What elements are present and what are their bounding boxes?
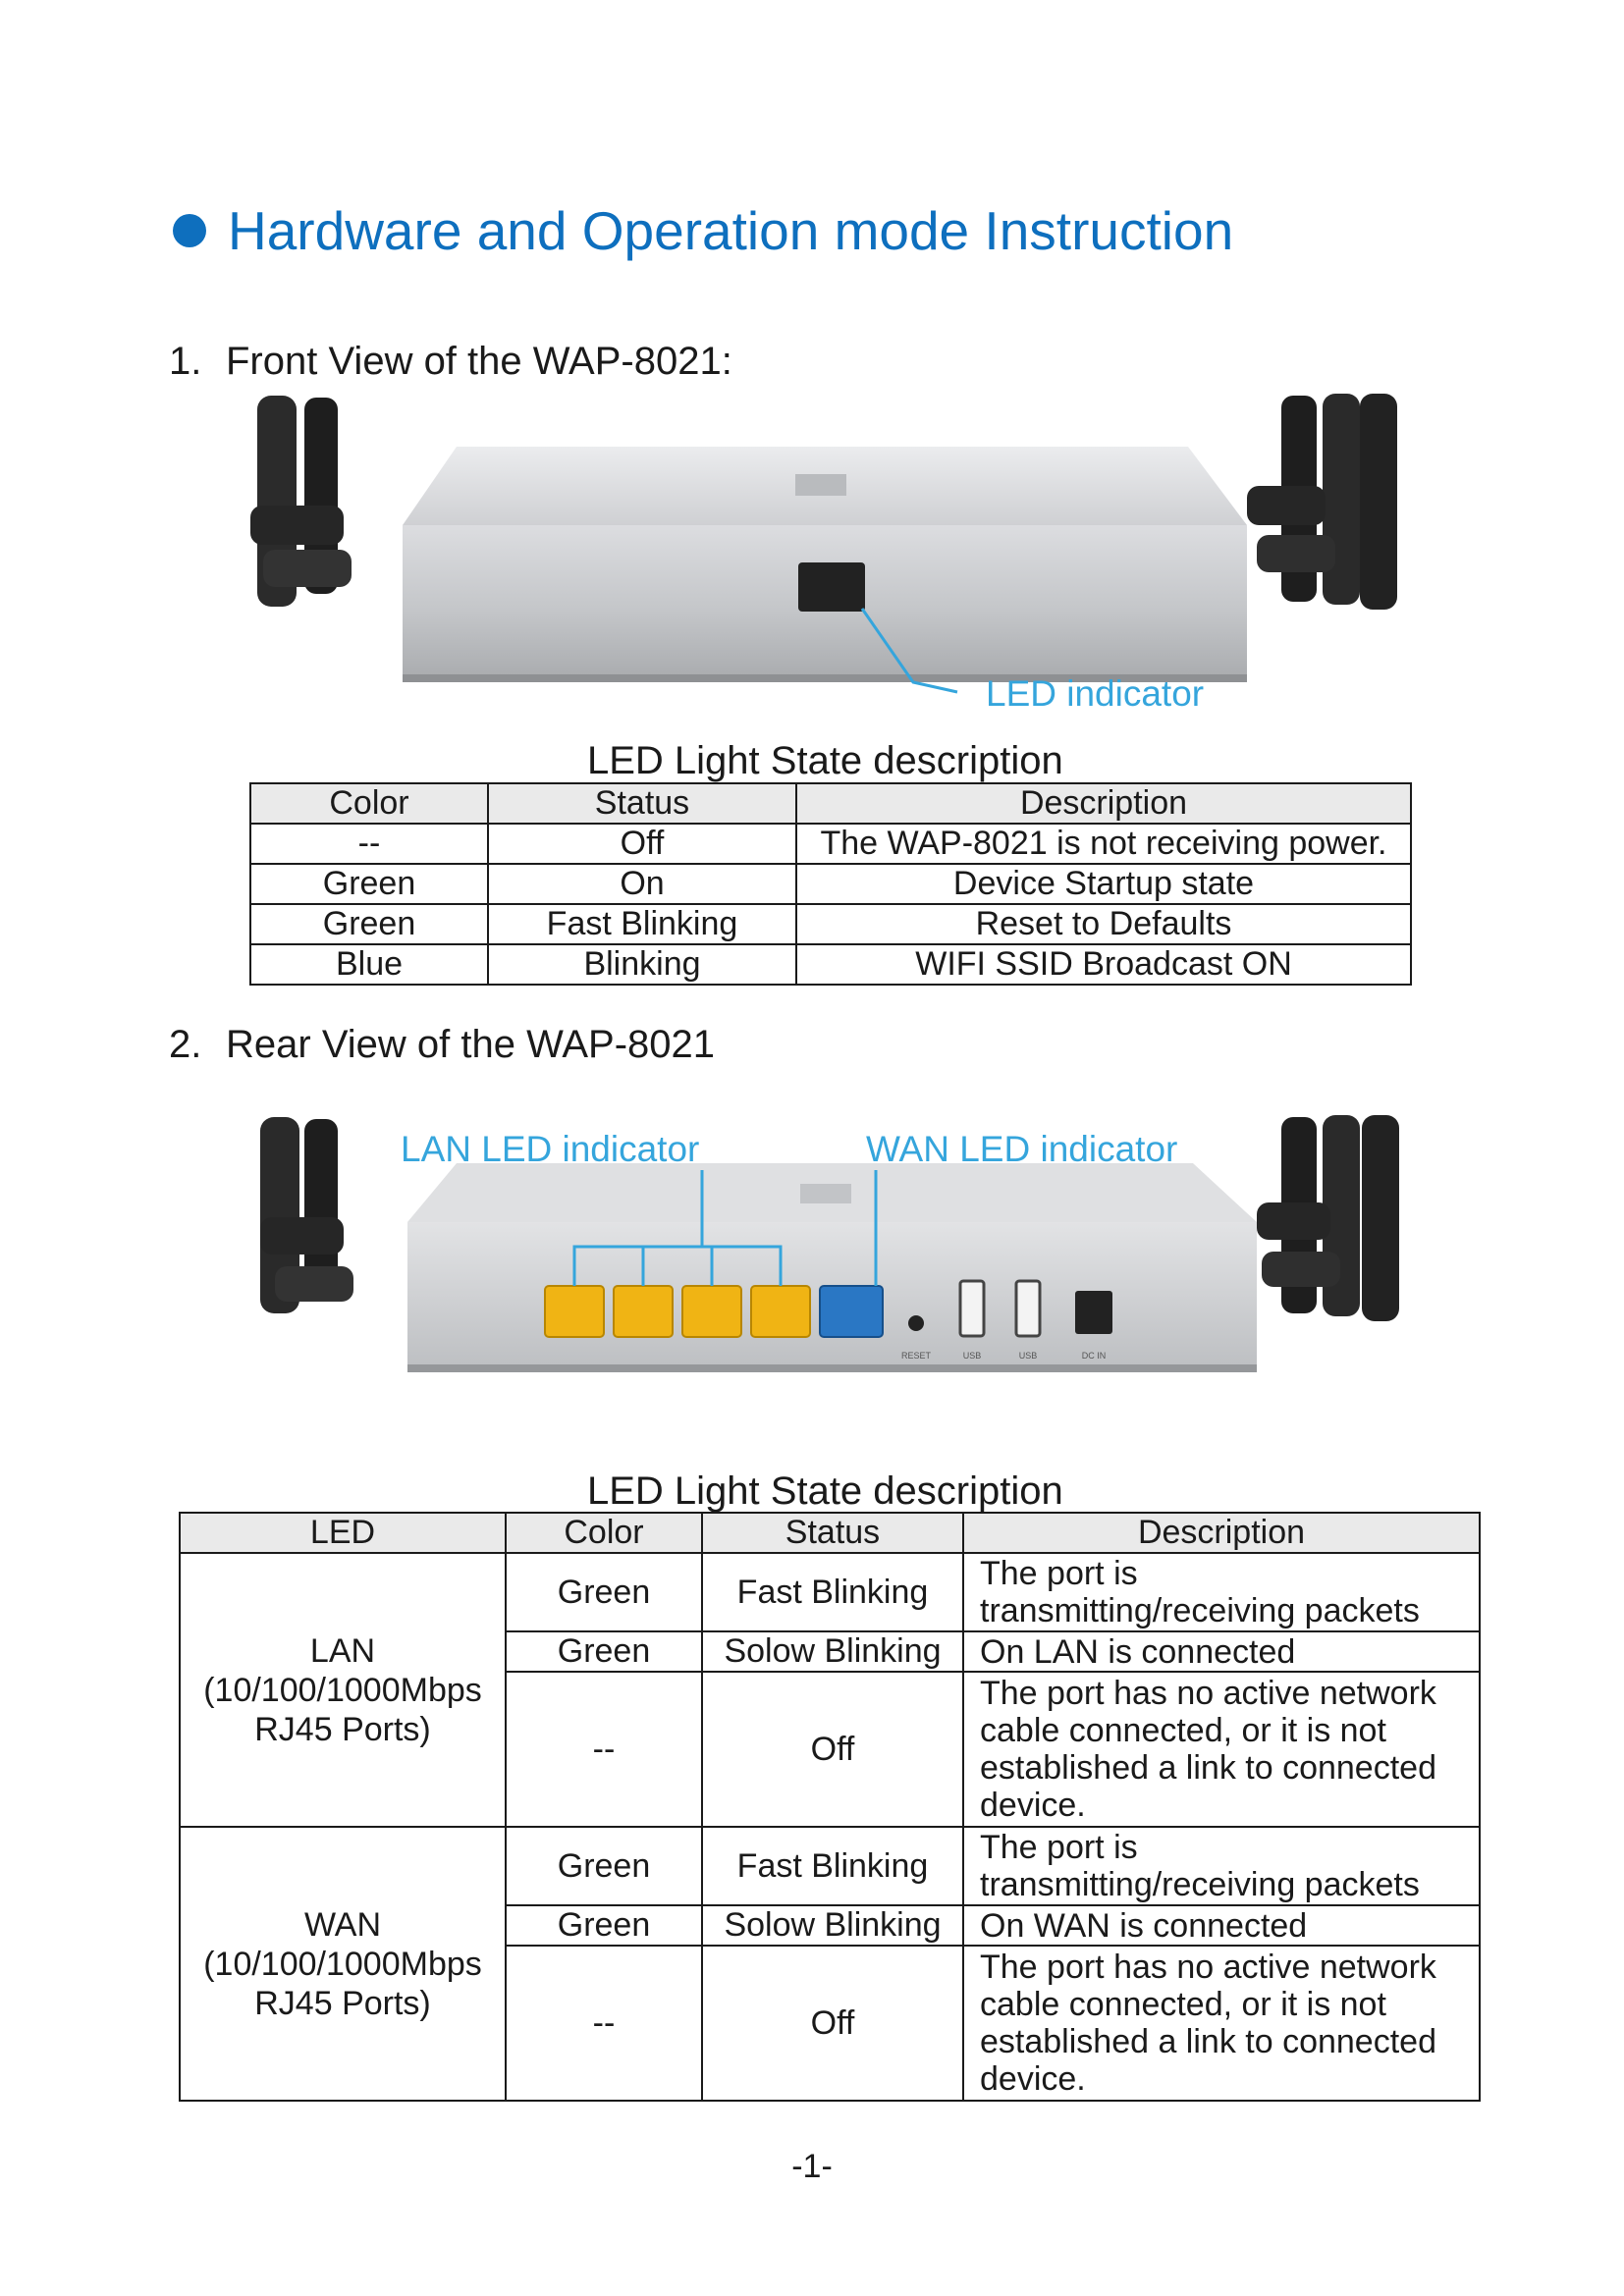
led-group-lan: LAN (10/100/1000Mbps RJ45 Ports) [180,1553,506,1827]
section-number: 2. [169,1023,202,1066]
table-cell: Green [506,1905,702,1946]
table1-header-status: Status [488,783,796,824]
antenna-left-icon [250,506,344,545]
table-cell: Green [250,904,488,944]
table-cell: Green [250,864,488,904]
heading-text: Hardware and Operation mode Instruction [228,200,1234,261]
led-button-icon [798,562,865,612]
table1-header-color: Color [250,783,488,824]
led-state-table-rear [179,1512,1481,2102]
table-cell: On LAN is connected [963,1631,1480,1672]
table-row [180,1827,1480,1905]
table-cell: On [488,864,796,904]
bullet-icon [173,214,206,247]
section-title-text: Front View of the WAP-8021: [226,340,732,383]
table-row [250,944,1411,985]
table-cell: Off [702,1672,963,1827]
table-row [180,1553,1480,1631]
led-group-wan: WAN (10/100/1000Mbps RJ45 Ports) [180,1827,506,2101]
port-label: DC IN [1081,1351,1107,1361]
wan-port-icon [820,1286,883,1337]
port-label: RESET [900,1351,932,1361]
usb-port-icon [1016,1281,1040,1336]
table2-caption: LED Light State description [587,1469,1063,1513]
table-cell: Device Startup state [796,864,1411,904]
table-cell: Solow Blinking [702,1631,963,1672]
table2-header-color: Color [506,1513,702,1553]
table1-caption: LED Light State description [587,739,1063,782]
table-cell: Green [506,1553,702,1631]
table-cell: On WAN is connected [963,1905,1480,1946]
table-cell: Reset to Defaults [796,904,1411,944]
port-label: USB [962,1351,982,1361]
front-view-image [245,388,1404,726]
reset-button-icon [908,1315,924,1331]
led-indicator-callout: LED indicator [986,673,1205,714]
table-row [250,904,1411,944]
port-label: USB [1018,1351,1038,1361]
wan-led-callout: WAN LED indicator [866,1129,1178,1169]
table-cell: -- [250,824,488,864]
table2-header-status: Status [702,1513,963,1553]
page-number: -1- [791,2148,833,2185]
section-title-text: Rear View of the WAP-8021 [226,1023,716,1066]
table2-header-led: LED [180,1513,506,1553]
table-cell: Off [488,824,796,864]
table-cell: The WAP-8021 is not receiving power. [796,824,1411,864]
section-title-rear [169,1023,715,1067]
table-cell: The port is transmitting/receiving packets [963,1827,1480,1905]
table-cell: The port has no active network cable connected, or it is not established a link to connected device. [963,1672,1480,1827]
table-cell: Green [506,1631,702,1672]
table-cell: Fast Blinking [702,1553,963,1631]
table-cell: Green [506,1827,702,1905]
table-row [250,824,1411,864]
dc-in-icon [1075,1291,1112,1334]
table-row [250,864,1411,904]
page-heading [173,196,1233,265]
table-cell: WIFI SSID Broadcast ON [796,944,1411,985]
table-cell: Fast Blinking [702,1827,963,1905]
table-cell: The port is transmitting/receiving packets [963,1553,1480,1631]
table2-header-description: Description [963,1513,1480,1553]
table-cell: -- [506,1672,702,1827]
table-cell: -- [506,1946,702,2101]
section-title-front [169,340,732,384]
table-cell: Fast Blinking [488,904,796,944]
antenna-right-icon [1247,486,1326,525]
lan-led-callout: LAN LED indicator [401,1129,700,1169]
led-state-table-front [249,782,1412,986]
table-cell: Blue [250,944,488,985]
table-cell: Off [702,1946,963,2101]
table-cell: Solow Blinking [702,1905,963,1946]
table-cell: Blinking [488,944,796,985]
table-cell: The port has no active network cable connected, or it is not established a link to connected device. [963,1946,1480,2101]
section-number: 1. [169,340,202,383]
usb-port-icon [960,1281,984,1336]
table1-header-description: Description [796,783,1411,824]
